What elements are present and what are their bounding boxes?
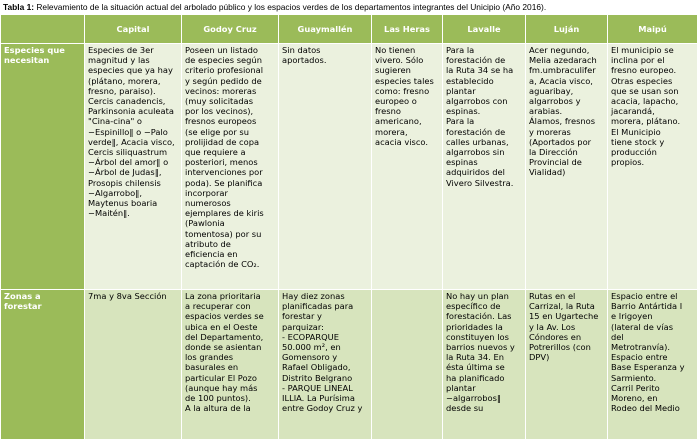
table-cell: No hay un plan específico de forestación. Las prioridades la constituyen los barrios nuevos y la Ruta 34. En ésta última se ha planificado plantar −algarrobos‖ desde su <box>443 290 526 440</box>
table-cell: Poseen un listado de especies según criterio profesional y según pedido de vecinos: moreras (muy solicitadas por los vecinos), fresnos europeos (se elige por su prolijidad de copa que requiere a posteriori, menos intervenciones por poda). Se planifica incorporar numerosos ejemplares de kiris (Pawlonia tomentosa) por su atributo de eficiencia en captación de CO₂. <box>182 44 279 290</box>
table-cell: Espacio entre el Barrio Antártida I e Irigoyen (lateral de vías del Metrotranvía). Espacio entre Base Esperanza y Sarmiento. Carril Perito Moreno, en Rodeo del Medio <box>608 290 697 440</box>
column-header-corner <box>1 15 85 44</box>
column-header-godoy-cruz: Godoy Cruz <box>182 15 279 44</box>
table-row <box>1 44 697 290</box>
table-cell: No tienen vivero. Sólo sugieren especies tales como: fresno europeo o fresno americano, morera, acacia visco. <box>372 44 443 290</box>
header-row <box>1 15 697 44</box>
column-header-lavalle: Lavalle <box>443 15 526 44</box>
column-header-guaymallen: Guaymallén <box>279 15 372 44</box>
table-row <box>1 290 697 440</box>
table-cell: Sin datos aportados. <box>279 44 372 290</box>
column-header-capital: Capital <box>85 15 182 44</box>
column-header-maipu: Maipú <box>608 15 697 44</box>
row-header-zonas: Zonas a forestar <box>1 290 85 440</box>
row-header-especies: Especies que necesitan <box>1 44 85 290</box>
column-header-lujan: Luján <box>526 15 608 44</box>
table-cell: Rutas en el Carrizal, la Ruta 15 en Ugarteche y la Av. Los Cóndores en Potrerillos (con DPV) <box>526 290 608 440</box>
caption-label: Tabla 1: <box>3 2 34 12</box>
table-cell: Para la forestación de la Ruta 34 se ha establecido plantar algarrobos con espinas. Para la forestación de calles urbanas, algarrobos sin espinas adquiridos del Vivero Silvestra. <box>443 44 526 290</box>
data-table <box>0 14 697 440</box>
table-cell: Acer negundo, Melia azedarach fm.umbraculifer a, Acacia visco, aguaribay, algarrobos y arabias. Álamos, fresnos y moreras (Aportados por la Dirección Provincial de Vialidad) <box>526 44 608 290</box>
caption-text: Relevamiento de la situación actual del arbolado público y los espacios verdes de los departamentos integrantes del Unicipio (Año 2016). <box>34 2 546 12</box>
table-cell: La zona prioritaria a recuperar con espacios verdes se ubica en el Oeste del Departamento, donde se asientan los grandes basurales en particular El Pozo (aunque hay más de 100 puntos). A la altura de la <box>182 290 279 440</box>
table-cell: 7ma y 8va Sección <box>85 290 182 440</box>
table-cell: Especies de 3er magnitud y las especies que ya hay (plátano, morera, fresno, paraiso). Cercis canadencis, Parkinsonia aculeata "Cina-cina" o −Espinillo‖ o −Palo verde‖, Acacia visco, Cercis siliquastrum −Árbol del amor‖ o −Árbol de Judas‖, Prosopis chilensis −Algarrobo‖, Maytenus boaria −Maitén‖. <box>85 44 182 290</box>
table-cell <box>372 290 443 440</box>
column-header-las-heras: Las Heras <box>372 15 443 44</box>
table-cell: Hay diez zonas planificadas para forestar y parquizar: - ECOPARQUE 50.000 m², en Gomensoro y Rafael Obligado, Distrito Belgrano - PARQUE LINEAL ILLIA. La Purísima entre Godoy Cruz y <box>279 290 372 440</box>
table-cell: El municipio se inclina por el fresno europeo. Otras especies que se usan son acacia, lapacho, jacarandá, morera, plátano. El Municipio tiene stock y producción propios. <box>608 44 697 290</box>
table-caption <box>3 2 695 12</box>
